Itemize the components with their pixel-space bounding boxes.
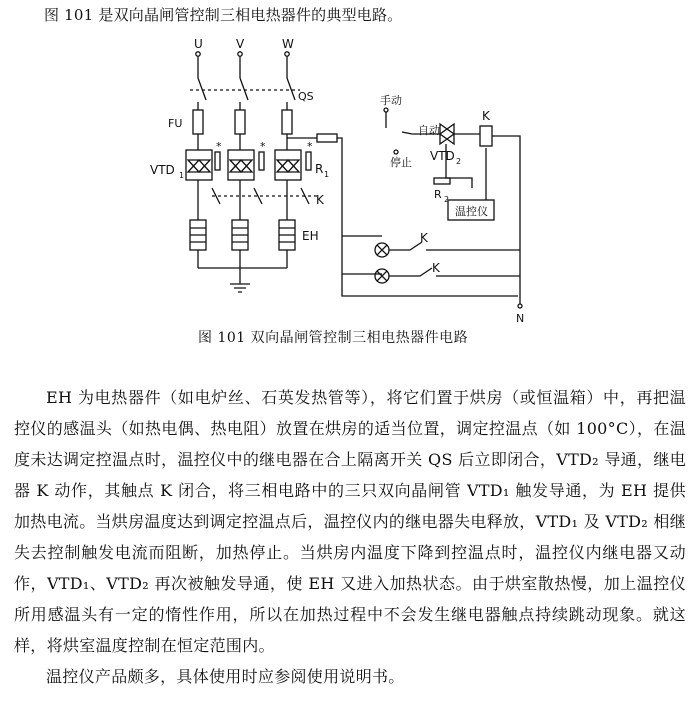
label-manual: 手动 — [380, 94, 402, 107]
phase-terminals — [194, 37, 294, 56]
label-w: W — [282, 37, 294, 51]
fuses-fu — [168, 110, 292, 150]
star-mark: * — [307, 140, 313, 153]
label-k-lamp1: K — [420, 231, 428, 245]
label-r2-sub: 2 — [444, 195, 450, 204]
heaters-eh — [190, 206, 319, 292]
label-k-lamp2: K — [432, 261, 440, 275]
label-n: N — [516, 312, 525, 325]
intro-line: 图 101 是双向晶闸管控制三相电热器件的典型电路。 — [44, 6, 403, 24]
star-mark: * — [260, 140, 266, 153]
label-eh: EH — [302, 229, 319, 243]
label-k-coil: K — [482, 109, 490, 123]
relay-contacts-k — [212, 188, 325, 207]
label-qs: QS — [298, 90, 314, 103]
label-stop: 停止 — [390, 156, 412, 169]
label-vtd1: VTD — [150, 163, 175, 177]
star-mark: * — [216, 140, 222, 153]
paragraph-1: EH 为电热器件（如电炉丝、石英发热管等），将它们置于烘房（或恒温箱）中，再把温控仪的感温头（如热电偶、热电阻）放置在烘房的适当位置，调定控温点（如 100°C），在温度未达调定控温点时，温控仪中的继电器在合上隔离开关 QS 后立即闭合，VTD₂ 导通，继电器 K 动作，其触点 K 闭合，将三相电路中的三只双向晶闸管 VTD₁ 触发导通，为 EH 提供加热电流。当烘房温度达到调定控温点后，温控仪内的继电器失电释放，VTD₁ 及 VTD₂ 相继失去控制触发电流而阻断，加热停止。当烘房内温度下降到控温点时，温控仪内继电器又动作，VTD₁、VTD₂ 再次被触发导通，使 EH 又进入加热状态。由于烘室散热慢，加上温控仪所用感温头有一定的惰性作用，所以在加热过程中不会发生继电器触点持续跳动现象。就这样，将烘室温度控制在恒定范围内。 — [14, 388, 686, 655]
label-fu: FU — [168, 117, 183, 130]
label-vtd2-sub: 2 — [456, 157, 462, 166]
label-vtd2: VTD — [430, 149, 455, 163]
control-circuit — [287, 93, 524, 325]
label-v: V — [236, 37, 245, 51]
circuit-diagram — [150, 28, 560, 325]
paragraph-2: 温控仪产品颇多，具体使用时应参阅使用说明书。 — [46, 667, 405, 686]
label-controller: 温控仪 — [455, 205, 488, 218]
label-vtd1-sub: 1 — [179, 171, 185, 180]
label-r1-sub: 1 — [324, 170, 330, 179]
label-auto: 自动 — [418, 124, 440, 137]
figure-caption: 图 101 双向晶闸管控制三相电热器件电路 — [198, 330, 469, 346]
body-text — [14, 382, 686, 692]
label-r1: R — [315, 162, 324, 176]
label-u: U — [194, 37, 203, 51]
label-r2: R — [434, 188, 442, 201]
label-k: K — [316, 193, 324, 207]
isolating-switch-qs — [190, 78, 314, 110]
